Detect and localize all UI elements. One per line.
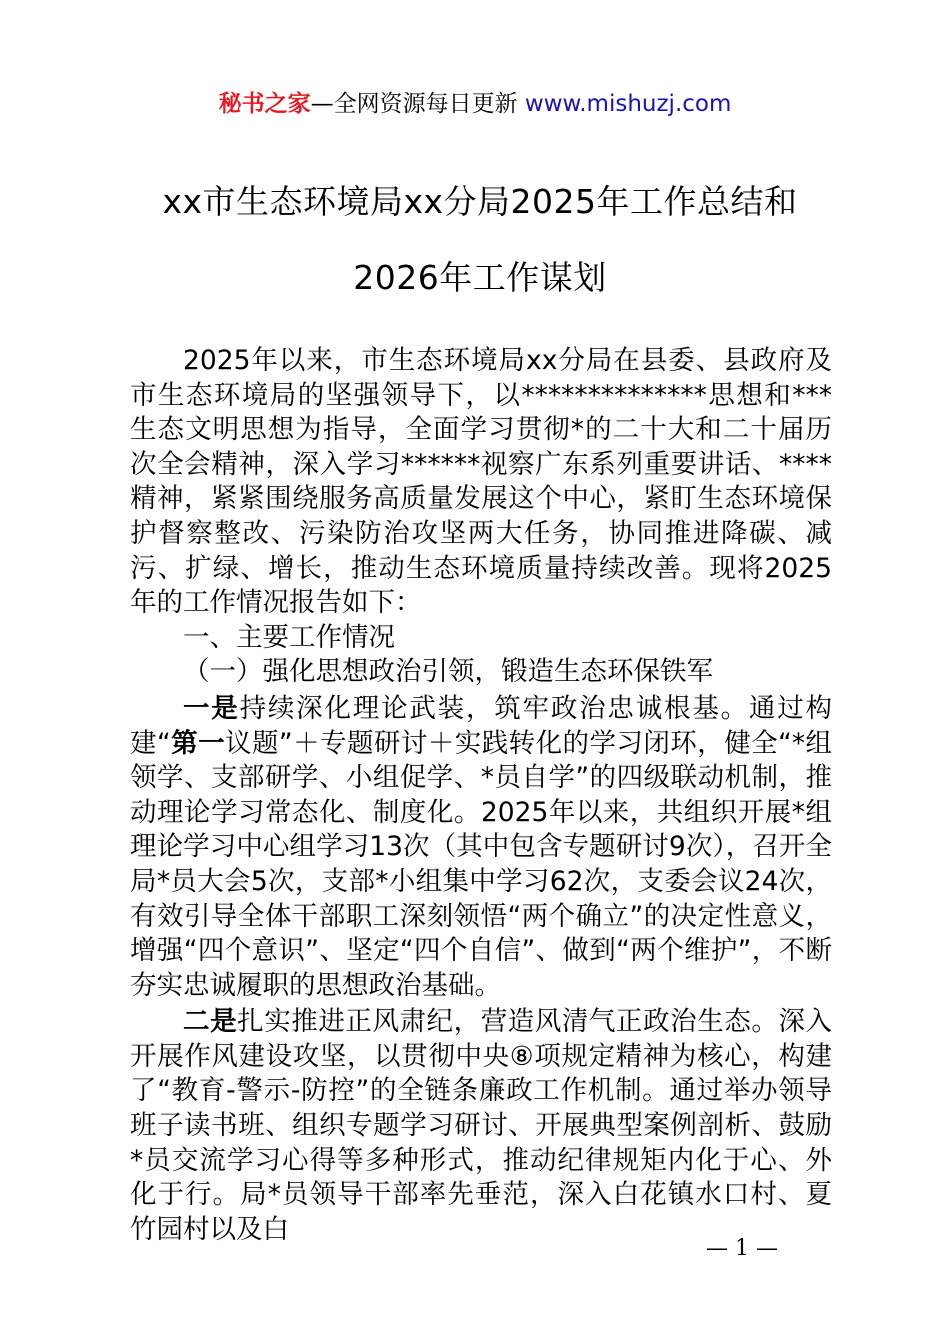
document-body — [130, 344, 832, 1247]
site-watermark — [0, 88, 950, 120]
point-1-text-b: 议题”＋专题研讨＋实践转化的学习闭环，健全“*组领学、支部研学、小组促学、*员自学”的四级联动机制，推动理论学习常态化、制度化。2025年以来，共组织开展*组理论学习中心组学习13次（其中包含专题研讨9次），召开全局*员大会5次，支部*小组集中学习62次，支委会议24次，有效引导全体干部职工深刻领悟“两个确立”的决定性意义，增强“四个意识”、坚定“四个自信”、做到“两个维护”，不断夯实忠诚履职的思想政治基础。 — [130, 727, 833, 1001]
point-2-label: 二是 — [183, 1006, 238, 1038]
watermark-brand: 秘书之家 — [218, 91, 311, 117]
title-line-2: 2026年工作谋划 — [353, 258, 607, 297]
subsection-heading-political: （一）强化思想政治引领，锻造生态环保铁军 — [183, 656, 713, 688]
point-1-text-a: 持续深化理论武装，筑牢政治忠诚根基。通过构建“ — [130, 692, 833, 759]
point-1-label: 一是 — [183, 692, 240, 724]
point-paragraph-1 — [130, 692, 832, 1003]
intro-paragraph: 2025年以来，市生态环境局xx分局在县委、县政府及市生态环境局的坚强领导下，以**************思想和***生态文明思想为指导，全面学习贯彻*的二十大和二十届历次全会精神，深入学习******视察广东系列重要讲话、****精神，紧紧围绕服务高质量发展这个中心，紧盯生态环境保护督察整改、污染防治攻坚两大任务，协同推进降碳、减污、扩绿、增长，推动生态环境质量持续改善。现将2025年的工作情况报告如下： — [130, 345, 832, 619]
point-2-text: 扎实推进正风肃纪，营造风清气正政治生态。深入开展作风建设攻坚，以贯彻中央⑧项规定精神为核心，构建了“教育-警示-防控”的全链条廉政工作机制。通过举办领导班子读书班、组织专题学习研讨、开展典型案例剖析、鼓励*员交流学习心得等多种形式，推动纪律规矩内化于心、外化于行。局*员领导干部率先垂范，深入白花镇水口村、夏竹园村以及白 — [130, 1006, 833, 1245]
section-heading-main-work: 一、主要工作情况 — [183, 621, 395, 653]
watermark-url[interactable]: www.mishuzj.com — [524, 91, 732, 117]
watermark-slogan: —全网资源每日更新 — [310, 91, 525, 117]
point-paragraph-2 — [130, 1005, 832, 1247]
document-title — [130, 164, 830, 316]
point-1-bold-mid: 第一 — [170, 727, 226, 759]
title-line-1: xx市生态环境局xx分局2025年工作总结和 — [162, 182, 798, 221]
page-number: — 1 — — [706, 1236, 778, 1261]
